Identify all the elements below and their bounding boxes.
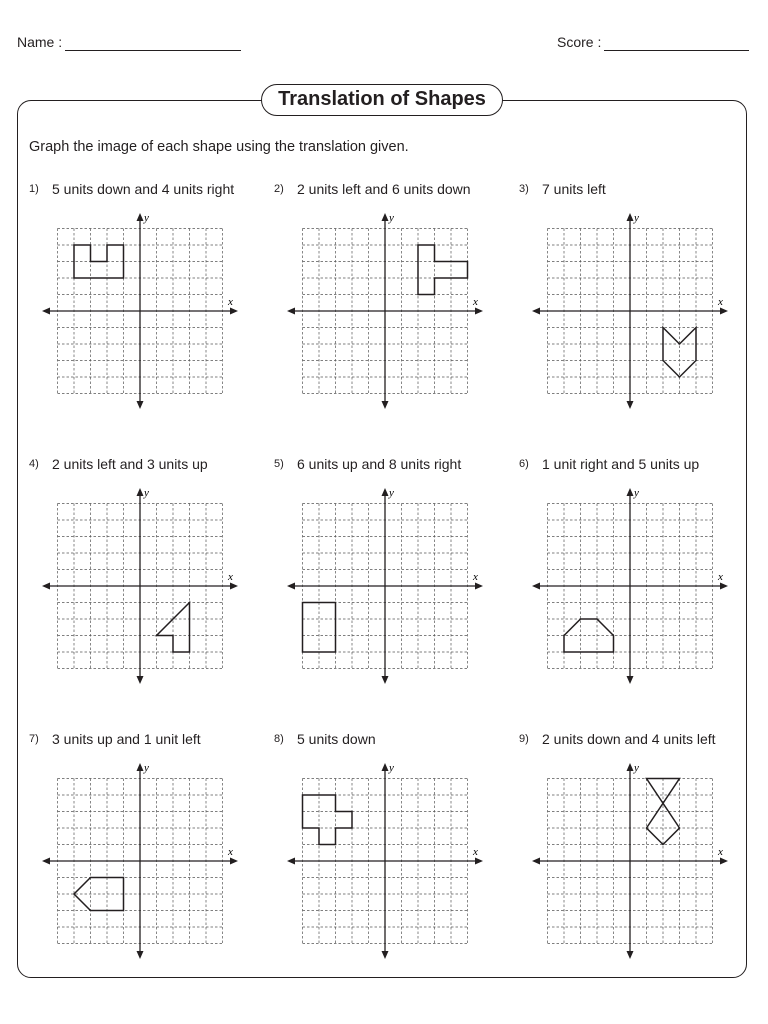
axis-arrowhead xyxy=(382,488,389,496)
y-axis-label: y xyxy=(389,762,394,774)
axis-arrowhead xyxy=(230,583,238,590)
axis-arrowhead xyxy=(627,676,634,684)
problem-number: 4) xyxy=(29,458,39,470)
axis-arrowhead xyxy=(137,488,144,496)
coordinate-grid[interactable] xyxy=(530,761,730,961)
axis-arrowhead xyxy=(627,763,634,771)
coordinate-grid[interactable] xyxy=(40,211,240,411)
axis-arrowhead xyxy=(137,763,144,771)
name-label: Name : xyxy=(17,34,63,50)
score-field[interactable] xyxy=(604,50,749,51)
y-axis-label: y xyxy=(634,762,639,774)
problem-number: 6) xyxy=(519,458,529,470)
problem-instruction: 2 units down and 4 units left xyxy=(542,731,716,747)
name-field[interactable] xyxy=(65,50,241,51)
problem-number: 5) xyxy=(274,458,284,470)
y-axis-label: y xyxy=(389,212,394,224)
instructions: Graph the image of each shape using the translation given. xyxy=(29,139,409,155)
x-axis-label: x xyxy=(473,571,478,583)
y-axis-label: y xyxy=(634,487,639,499)
x-axis-label: x xyxy=(473,846,478,858)
axis-arrowhead xyxy=(230,858,238,865)
problem-number: 7) xyxy=(29,733,39,745)
pre-image-shape xyxy=(418,245,468,295)
axis-arrowhead xyxy=(42,583,50,590)
problem-number: 1) xyxy=(29,183,39,195)
axis-arrowhead xyxy=(42,858,50,865)
axis-arrowhead xyxy=(720,583,728,590)
x-axis-label: x xyxy=(228,296,233,308)
axis-arrowhead xyxy=(287,583,295,590)
problem-instruction: 6 units up and 8 units right xyxy=(297,456,462,472)
x-axis-label: x xyxy=(718,571,723,583)
x-axis-label: x xyxy=(473,296,478,308)
axis-arrowhead xyxy=(137,213,144,221)
axis-arrowhead xyxy=(475,308,483,315)
worksheet-title: Translation of Shapes xyxy=(261,84,503,116)
coordinate-grid[interactable] xyxy=(530,211,730,411)
coordinate-grid[interactable] xyxy=(530,486,730,686)
axis-arrowhead xyxy=(137,951,144,959)
axis-arrowhead xyxy=(287,858,295,865)
x-axis-label: x xyxy=(718,296,723,308)
axis-arrowhead xyxy=(532,858,540,865)
axis-arrowhead xyxy=(532,308,540,315)
axis-arrowhead xyxy=(627,488,634,496)
x-axis-label: x xyxy=(718,846,723,858)
axis-arrowhead xyxy=(382,401,389,409)
axis-arrowhead xyxy=(287,308,295,315)
pre-image-shape xyxy=(303,795,353,845)
coordinate-grid[interactable] xyxy=(285,761,485,961)
coordinate-grid[interactable] xyxy=(40,486,240,686)
axis-arrowhead xyxy=(42,308,50,315)
y-axis-label: y xyxy=(144,212,149,224)
problem-instruction: 3 units up and 1 unit left xyxy=(52,731,201,747)
axis-arrowhead xyxy=(382,951,389,959)
x-axis-label: x xyxy=(228,846,233,858)
problem-instruction: 5 units down xyxy=(297,731,376,747)
problem-instruction: 5 units down and 4 units right xyxy=(52,181,235,197)
axis-arrowhead xyxy=(720,308,728,315)
axis-arrowhead xyxy=(137,401,144,409)
y-axis-label: y xyxy=(144,762,149,774)
axis-arrowhead xyxy=(475,858,483,865)
axis-arrowhead xyxy=(720,858,728,865)
problem-number: 8) xyxy=(274,733,284,745)
axis-arrowhead xyxy=(382,763,389,771)
axis-arrowhead xyxy=(230,308,238,315)
score-label: Score : xyxy=(557,34,602,50)
coordinate-grid[interactable] xyxy=(40,761,240,961)
axis-arrowhead xyxy=(627,213,634,221)
problem-instruction: 2 units left and 3 units up xyxy=(52,456,208,472)
axis-arrowhead xyxy=(532,583,540,590)
problem-instruction: 1 unit right and 5 units up xyxy=(542,456,700,472)
coordinate-grid[interactable] xyxy=(285,211,485,411)
y-axis-label: y xyxy=(389,487,394,499)
problem-number: 2) xyxy=(274,183,284,195)
problem-number: 3) xyxy=(519,183,529,195)
y-axis-label: y xyxy=(144,487,149,499)
coordinate-grid[interactable] xyxy=(285,486,485,686)
axis-arrowhead xyxy=(382,676,389,684)
problem-number: 9) xyxy=(519,733,529,745)
x-axis-label: x xyxy=(228,571,233,583)
problem-instruction: 2 units left and 6 units down xyxy=(297,181,471,197)
axis-arrowhead xyxy=(137,676,144,684)
axis-arrowhead xyxy=(382,213,389,221)
axis-arrowhead xyxy=(627,401,634,409)
axis-arrowhead xyxy=(627,951,634,959)
axis-arrowhead xyxy=(475,583,483,590)
problem-instruction: 7 units left xyxy=(542,181,606,197)
y-axis-label: y xyxy=(634,212,639,224)
